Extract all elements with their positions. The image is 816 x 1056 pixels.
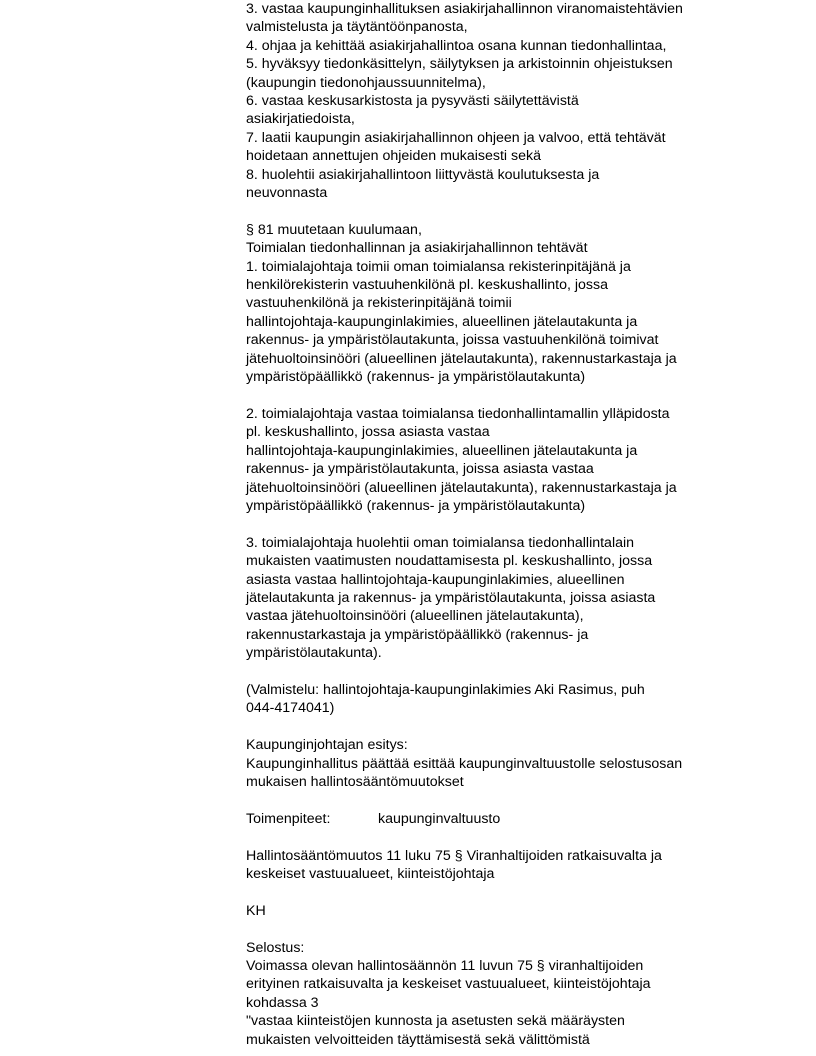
paragraph-line: henkilörekisterin vastuuhenkilönä pl. keskushallinto, jossa bbox=[246, 277, 608, 294]
list-line: neuvonnasta bbox=[246, 185, 328, 202]
paragraph-line: (Valmistelu: hallintojohtaja-kaupunginlakimies Aki Rasimus, puh bbox=[246, 681, 645, 698]
list-line: valmistelusta ja täytäntöönpanosta, bbox=[246, 19, 468, 36]
paragraph-line: ympäristölautakunta). bbox=[246, 645, 382, 662]
blank-line bbox=[246, 663, 806, 681]
valmistelu-note bbox=[246, 681, 806, 718]
toimenpiteet-label: Toimenpiteet: bbox=[246, 810, 331, 827]
list-line: 3. vastaa kaupunginhallituksen asiakirjahallinnon viranomaistehtävien bbox=[246, 1, 683, 17]
paragraph-line: mukaisten velvoitteiden täyttämisestä sekä välittömistä bbox=[246, 1031, 590, 1048]
paragraph-line: vastaa jätehuoltoinsinööri (alueellinen jätelautakunta), bbox=[246, 608, 584, 625]
kh-marker bbox=[246, 902, 806, 920]
item-3 bbox=[246, 534, 806, 663]
paragraph-line: rakennus- ja ympäristölautakunta, joissa vastuuhenkilönä toimivat bbox=[246, 332, 659, 349]
document-page bbox=[246, 0, 806, 1049]
muutos-title bbox=[246, 847, 806, 884]
paragraph-line: ympäristöpäällikkö (rakennus- ja ympäristölautakunta) bbox=[246, 497, 586, 514]
blank-line bbox=[246, 202, 806, 220]
kh-label: KH bbox=[246, 902, 266, 919]
paragraph-line: mukaisten vaatimusten noudattamisesta pl. keskushallinto, jossa bbox=[246, 553, 653, 570]
paragraph-line: ympäristöpäällikkö (rakennus- ja ympäristölautakunta) bbox=[246, 369, 586, 386]
paragraph-line: pl. keskushallinto, jossa asiasta vastaa bbox=[246, 424, 490, 441]
paragraph-line: jätehuoltoinsinööri (alueellinen jätelautakunta), rakennustarkastaja ja bbox=[246, 479, 677, 496]
list-line: 5. hyväksyy tiedonkäsittelyn, säilytyksen ja arkistoinnin ohjeistuksen bbox=[246, 56, 673, 73]
paragraph-line: Kaupunginhallitus päättää esittää kaupunginvaltuustolle selostusosan bbox=[246, 755, 683, 772]
paragraph-81 bbox=[246, 221, 806, 387]
paragraph-line: mukaisen hallintosääntömuutokset bbox=[246, 773, 464, 790]
paragraph-line: 1. toimialajohtaja toimii oman toimialansa rekisterinpitäjänä ja bbox=[246, 258, 631, 275]
paragraph-line: Toimialan tiedonhallinnan ja asiakirjahallinnon tehtävät bbox=[246, 240, 588, 257]
blank-line bbox=[246, 387, 806, 405]
paragraph-line: Selostus: bbox=[246, 939, 305, 956]
list-line: 6. vastaa keskusarkistosta ja pysyvästi säilytettävistä bbox=[246, 93, 579, 110]
list-line: (kaupungin tiedonohjaussuunnitelma), bbox=[246, 74, 486, 91]
paragraph-line: vastuuhenkilönä ja rekisterinpitäjänä toimii bbox=[246, 295, 512, 312]
list-top bbox=[246, 0, 806, 202]
paragraph-line: Kaupunginjohtajan esitys: bbox=[246, 737, 408, 754]
toimenpiteet-row bbox=[246, 810, 806, 828]
item-2 bbox=[246, 405, 806, 515]
paragraph-line: Hallintosääntömuutos 11 luku 75 § Viranhaltijoiden ratkaisuvalta ja bbox=[246, 847, 662, 864]
blank-line bbox=[246, 920, 806, 938]
list-line: 7. laatii kaupungin asiakirjahallinnon ohjeen ja valvoo, että tehtävät bbox=[246, 129, 666, 146]
paragraph-line: hallintojohtaja-kaupunginlakimies, alueellinen jätelautakunta ja bbox=[246, 313, 638, 330]
list-line: hoidetaan annettujen ohjeiden mukaisesti sekä bbox=[246, 148, 541, 165]
paragraph-line: keskeiset vastuualueet, kiinteistöjohtaja bbox=[246, 865, 495, 882]
list-line: 8. huolehtii asiakirjahallintoon liittyvästä koulutuksesta ja bbox=[246, 166, 600, 183]
paragraph-line: 044-4174041) bbox=[246, 700, 335, 717]
selostus bbox=[246, 939, 806, 1049]
paragraph-line: rakennustarkastaja ja ympäristöpäällikkö (rakennus- ja bbox=[246, 626, 589, 643]
paragraph-line: erityinen ratkaisuvalta ja keskeiset vastuualueet, kiinteistöjohtaja bbox=[246, 976, 651, 993]
paragraph-line: hallintojohtaja-kaupunginlakimies, alueellinen jätelautakunta ja bbox=[246, 442, 638, 459]
paragraph-line: 3. toimialajohtaja huolehtii oman toimialansa tiedonhallintalain bbox=[246, 534, 635, 551]
paragraph-line: 2. toimialajohtaja vastaa toimialansa tiedonhallintamallin ylläpidosta bbox=[246, 405, 670, 422]
toimenpiteet-value: kaupunginvaltuusto bbox=[378, 810, 501, 827]
paragraph-line: jätelautakunta ja rakennus- ja ympäristölautakunta, joissa asiasta bbox=[246, 589, 656, 606]
paragraph-line: kohdassa 3 bbox=[246, 994, 319, 1011]
blank-line bbox=[246, 883, 806, 901]
blank-line bbox=[246, 791, 806, 809]
paragraph-line: jätehuoltoinsinööri (alueellinen jätelautakunta), rakennustarkastaja ja bbox=[246, 350, 677, 367]
kaupunginjohtajan-esitys bbox=[246, 736, 806, 791]
paragraph-line: Voimassa olevan hallintosäännön 11 luvun 75 § viranhaltijoiden bbox=[246, 957, 644, 974]
list-line: 4. ohjaa ja kehittää asiakirjahallintoa osana kunnan tiedonhallintaa, bbox=[246, 37, 667, 54]
paragraph-line: asiasta vastaa hallintojohtaja-kaupunginlakimies, alueellinen bbox=[246, 571, 625, 588]
paragraph-line: rakennus- ja ympäristölautakunta, joissa asiasta vastaa bbox=[246, 461, 594, 478]
blank-line bbox=[246, 515, 806, 533]
blank-line bbox=[246, 718, 806, 736]
blank-line bbox=[246, 828, 806, 846]
paragraph-line: "vastaa kiinteistöjen kunnosta ja asetusten sekä määräysten bbox=[246, 1013, 625, 1030]
list-line: asiakirjatiedoista, bbox=[246, 111, 355, 128]
paragraph-line: § 81 muutetaan kuulumaan, bbox=[246, 221, 422, 238]
